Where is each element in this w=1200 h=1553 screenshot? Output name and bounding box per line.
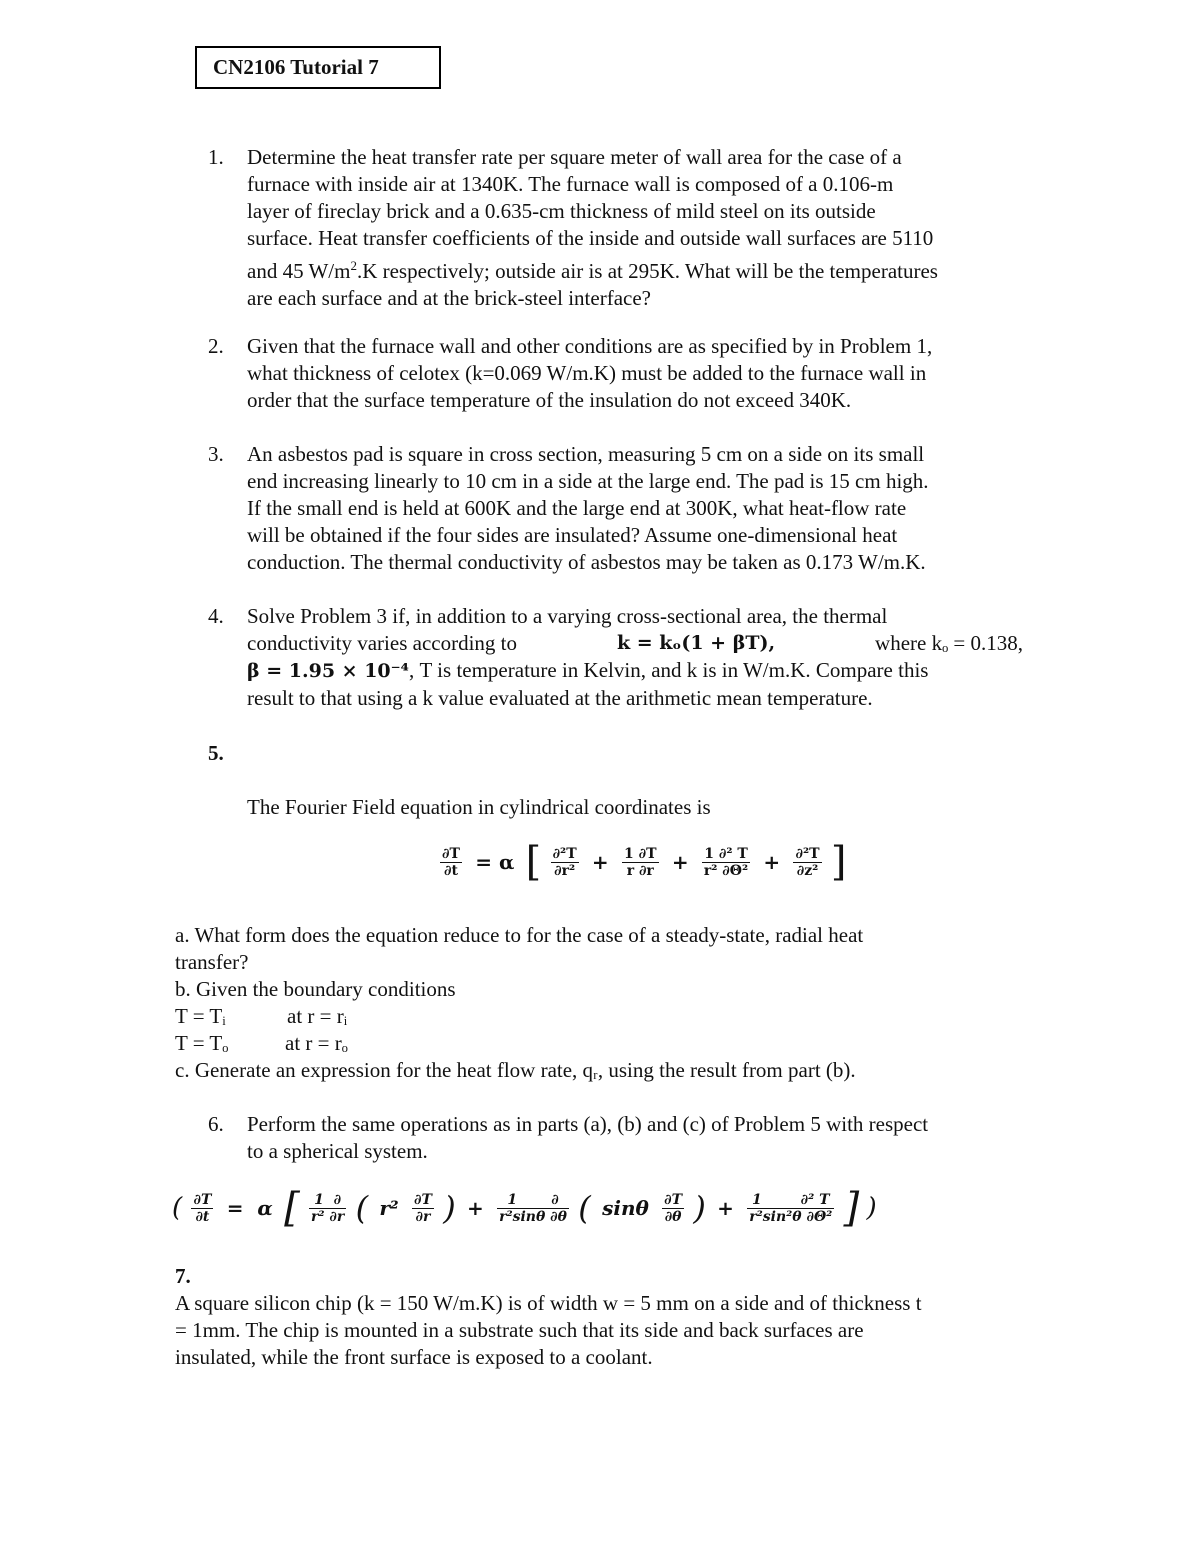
problem-7 — [175, 1263, 1023, 1371]
spherical-fourier-equation: ( $\frac{\partial T}{\partial t}$ = α [ $\frac{1 \partial}{\text{r² ∂r}}$ ( r² $\frac{\partial T}{\partial r}$ ) + $\frac{1 \partial}{\text{r²sinθ ∂θ}}$ ( sinθ $\frac{\partial T}{\partial\theta}$ ) + $\frac{\text{1 ∂² T}}{\text{r²sin²θ ∂Θ²}}$ ] ) — [172, 1185, 877, 1231]
problem-number: 7. — [175, 1264, 191, 1288]
part-b: b. Given the boundary conditions — [175, 977, 456, 1001]
problem-number: 3. — [208, 442, 224, 466]
text-line: conduction. The thermal conductivity of asbestos may be taken as 0.173 W/m.K. — [247, 550, 926, 574]
text-line: are each surface and at the brick-steel interface? — [247, 286, 651, 310]
conductivity-equation: k = kₒ(1 + βT), — [616, 632, 776, 654]
text-line: Solve Problem 3 if, in addition to a varying cross-sectional area, the thermal — [247, 604, 888, 628]
boundary-condition-2: T = Tₒ at r = rₒ — [175, 1031, 348, 1055]
part-c: c. Generate an expression for the heat flow rate, qᵣ, using the result from part (b). — [175, 1058, 856, 1082]
problem-5-parts — [175, 922, 1023, 1084]
cylindrical-fourier-equation: $\frac{\partial T}{\partial t}$ = α [ $\frac{\text{∂²T}}{\text{∂r²}}$ + $\frac{1 \partial T}{r \partial r}$ + $\frac{\text{1 ∂² T}}{\text{r² ∂Θ²}}$ + $\frac{\text{∂²T}}{\text{∂z²}}$ ] — [442, 839, 847, 885]
tutorial-title: CN2106 Tutorial 7 — [195, 46, 441, 89]
problem-number: 6. — [208, 1112, 224, 1136]
text-line: layer of fireclay brick and a 0.635-cm thickness of mild steel on its outside — [247, 199, 876, 223]
problem-text — [247, 333, 1023, 414]
text-line: what thickness of celotex (k=0.069 W/m.K) must be added to the furnace wall in — [247, 361, 927, 385]
text-line: order that the surface temperature of the insulation do not exceed 340K. — [247, 388, 852, 412]
text-line: = 1mm. The chip is mounted in a substrate such that its side and back surfaces are — [175, 1318, 864, 1342]
text-line: Perform the same operations as in parts (a), (b) and (c) of Problem 5 with respect — [247, 1112, 929, 1136]
text-line: An asbestos pad is square in cross section, measuring 5 cm on a side on its small — [247, 442, 925, 466]
text-line: β = 1.95 × 10⁻⁴, T is temperature in Kelvin, and k is in W/m.K. Compare this — [247, 658, 929, 682]
problem-number: 4. — [208, 604, 224, 628]
problem-text — [247, 144, 1023, 312]
text-line: to a spherical system. — [247, 1139, 428, 1163]
text-line: insulated, while the front surface is exposed to a coolant. — [175, 1345, 653, 1369]
problem-number: 1. — [208, 145, 224, 169]
text-line: will be obtained if the four sides are insulated? Assume one-dimensional heat — [247, 523, 898, 547]
problem-number: 2. — [208, 334, 224, 358]
intro-text: The Fourier Field equation in cylindrical coordinates is — [247, 795, 711, 819]
problem-text — [247, 603, 1023, 712]
text-line: and 45 $W/m^2.K$ respectively; outside air is at 295K. What will be the temperatures — [247, 258, 938, 283]
text-line: If the small end is held at 600K and the large end at 300K, what heat-flow rate — [247, 496, 907, 520]
text-line: Given that the furnace wall and other conditions are as specified by in Problem 1, — [247, 334, 933, 358]
problem-text — [247, 1111, 1023, 1165]
text-line: result to that using a k value evaluated at the arithmetic mean temperature. — [247, 686, 873, 710]
part-a-cont: transfer? — [175, 950, 249, 974]
problem-text — [247, 441, 1023, 576]
text-line: surface. Heat transfer coefficients of the inside and outside wall surfaces are 5110 — [247, 226, 934, 250]
beta-value: β = 1.95 × 10⁻⁴ — [247, 660, 409, 682]
text-line: Determine the heat transfer rate per square meter of wall area for the case of a — [247, 145, 902, 169]
text-line: furnace with inside air at 1340K. The furnace wall is composed of a 0.106-m — [247, 172, 894, 196]
text-line: end increasing linearly to 10 cm in a side at the large end. The pad is 15 cm high. — [247, 469, 929, 493]
problem-number: 5. — [208, 741, 224, 765]
text-line: A square silicon chip (k = 150 W/m.K) is of width w = 5 mm on a side and of thickness t — [175, 1291, 922, 1315]
text-line: conductivity varies according to k = kₒ(1 + βT), where kₒ = 0.138, — [247, 631, 1023, 655]
part-a: a. What form does the equation reduce to for the case of a steady-state, radial heat — [175, 923, 864, 947]
boundary-condition-1: T = Tᵢ at r = rᵢ — [175, 1004, 348, 1028]
